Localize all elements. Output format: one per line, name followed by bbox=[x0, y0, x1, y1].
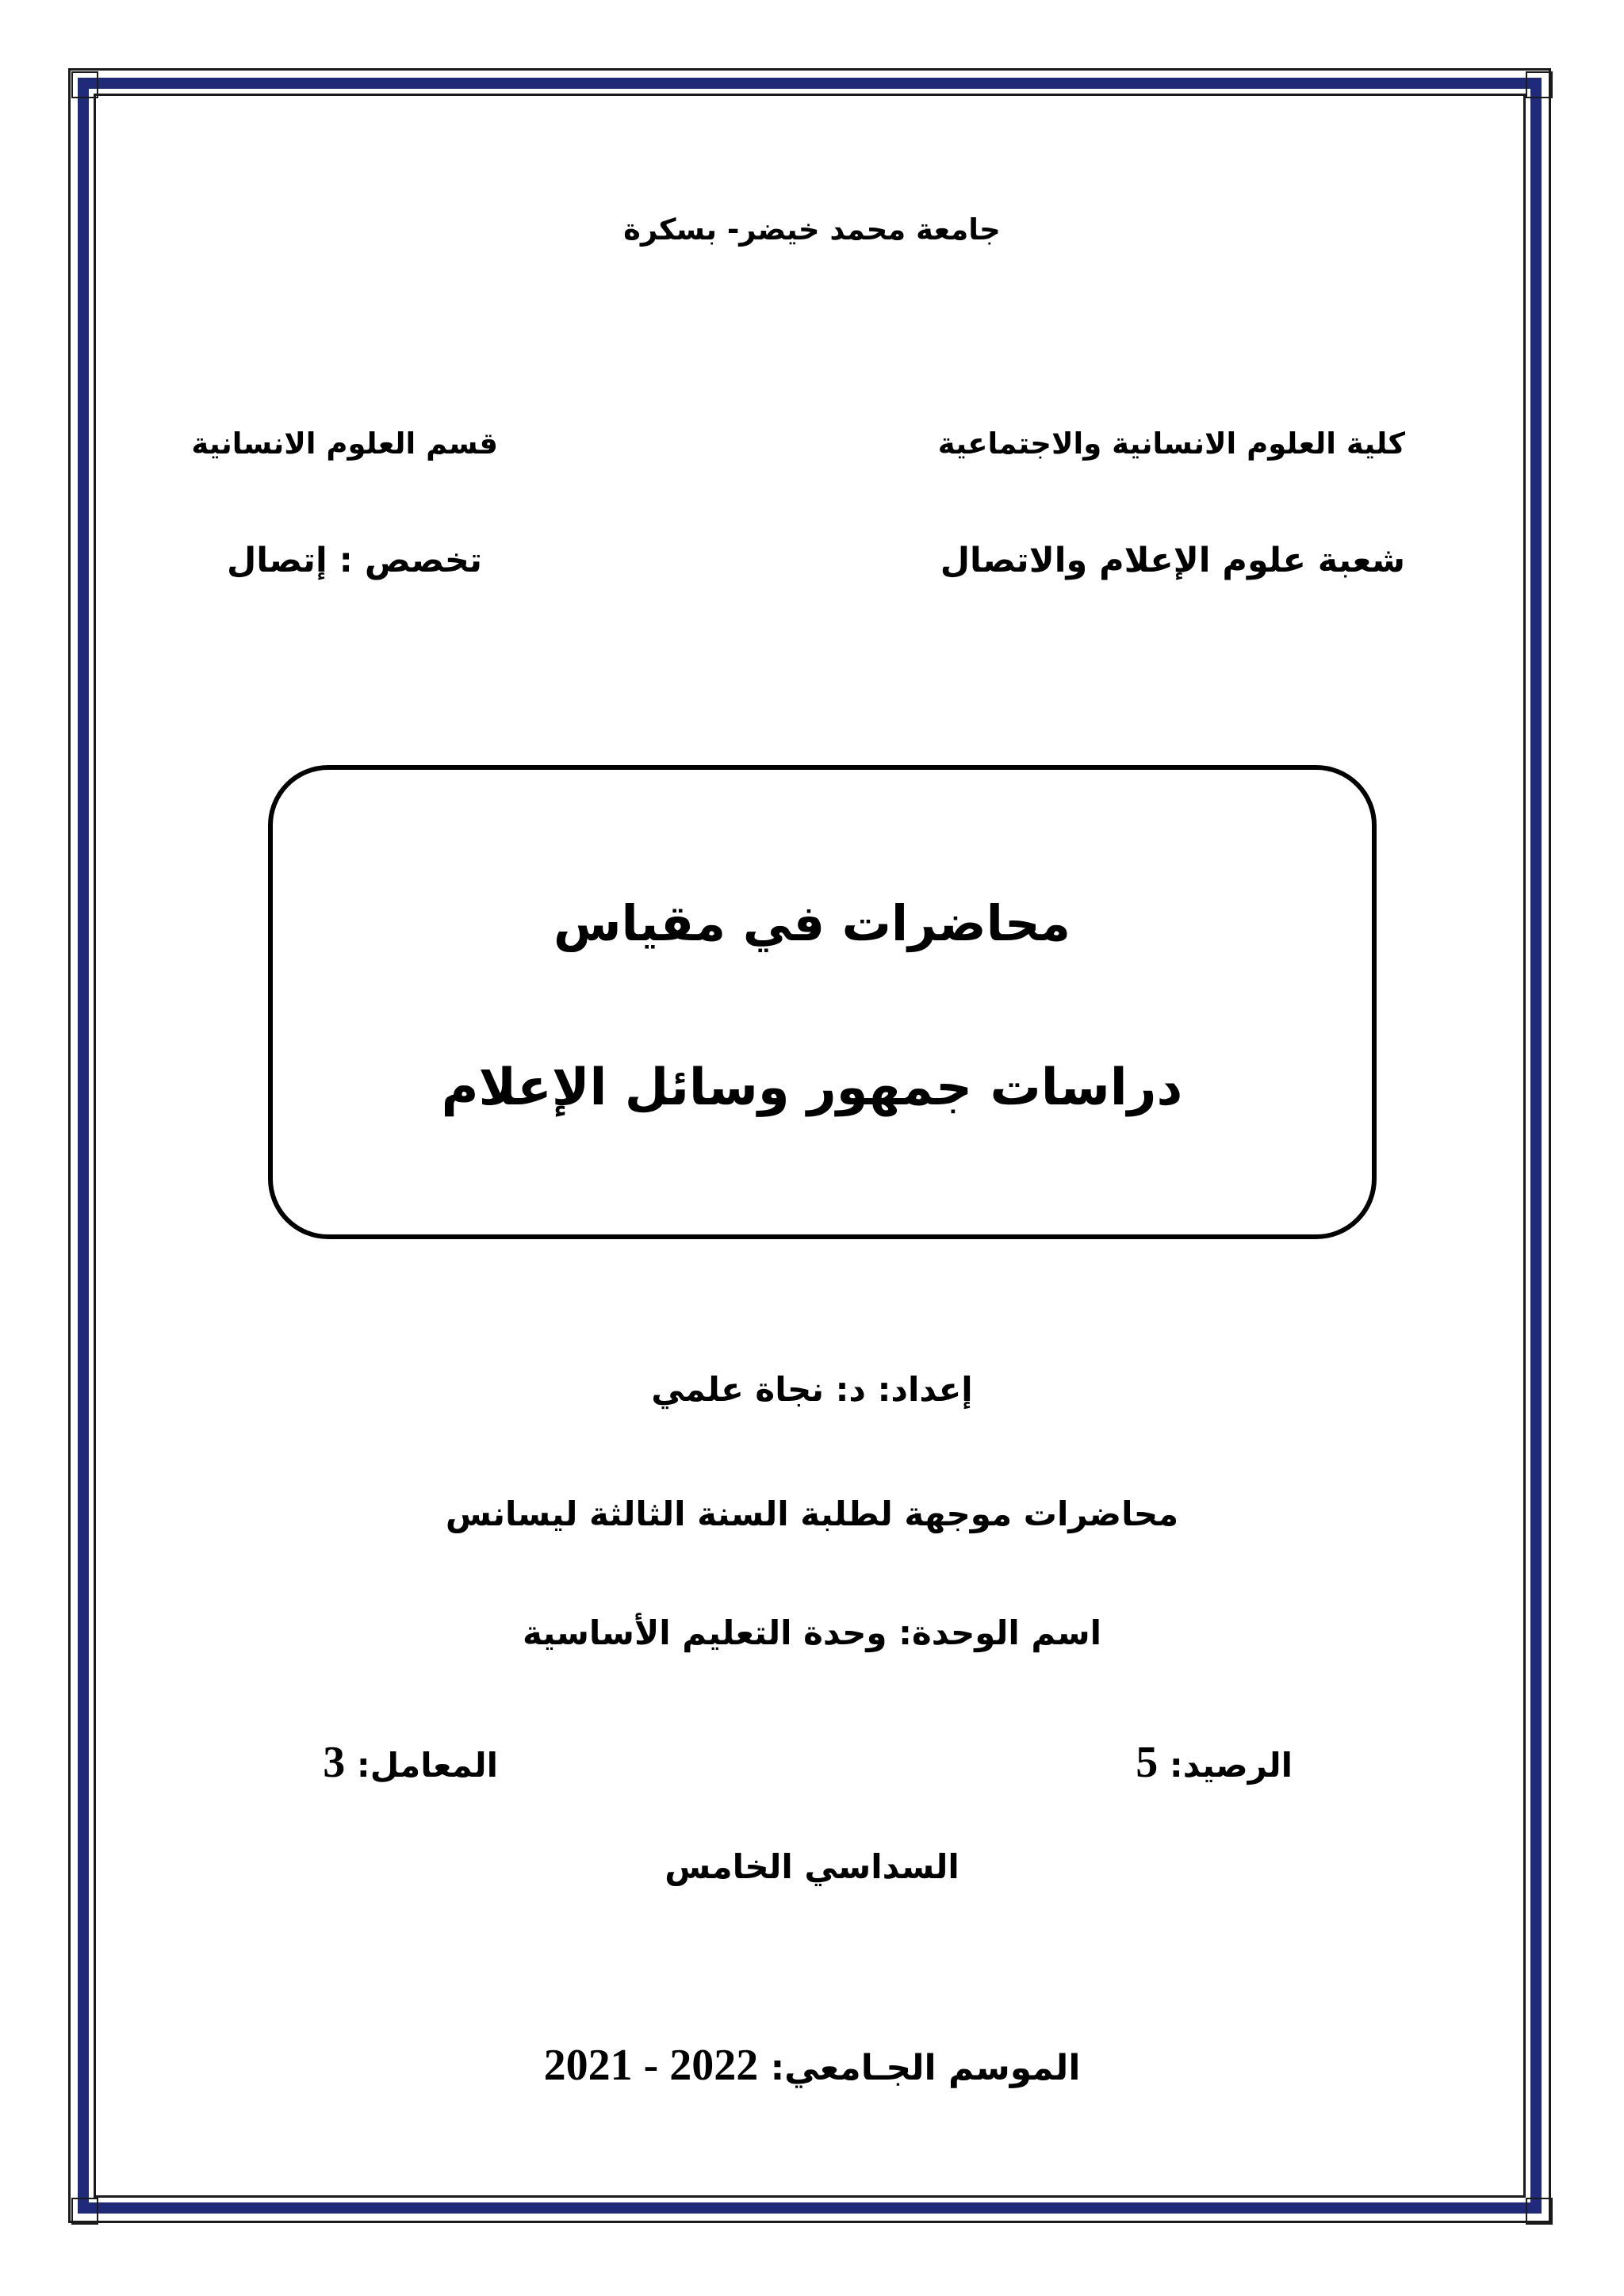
coefficient-label: المعامل: bbox=[356, 1746, 498, 1785]
coefficient bbox=[323, 1736, 498, 1789]
university-name: جامعة محمد خيضر- بسكرة bbox=[623, 212, 1001, 247]
branch-name: شعبة علوم الإعلام والاتصال bbox=[940, 541, 1405, 580]
author: إعداد: د: نجاة علمي bbox=[651, 1370, 973, 1409]
specialty-name: تخصص : إتصال bbox=[226, 541, 482, 580]
academic-season bbox=[0, 2039, 1624, 2092]
faculty-name: كلية العلوم الانسانية والاجتماعية bbox=[937, 427, 1405, 461]
credit bbox=[1136, 1736, 1293, 1789]
credit-value: 5 bbox=[1136, 1738, 1159, 1787]
title-box bbox=[268, 765, 1377, 1239]
coefficient-value: 3 bbox=[323, 1738, 346, 1787]
border-corner-top-left bbox=[71, 71, 98, 98]
border-corner-bottom-right bbox=[1526, 2198, 1553, 2225]
border-corner-top-right bbox=[1526, 71, 1553, 98]
course-title-line2: دراسات جمهور وسائل الإعلام bbox=[441, 1058, 1183, 1117]
credit-label: الرصيد: bbox=[1169, 1746, 1293, 1785]
teaching-unit: اسم الوحدة: وحدة التعليم الأساسية bbox=[522, 1613, 1102, 1652]
season-value: 2021 - 2022 bbox=[543, 2041, 759, 2090]
department-name: قسم العلوم الانسانية bbox=[191, 427, 498, 461]
season-label: الموسم الجـامعي: bbox=[770, 2048, 1081, 2088]
border-corner-bottom-left bbox=[71, 2198, 98, 2225]
semester: السداسي الخامس bbox=[665, 1847, 959, 1886]
audience: محاضرات موجهة لطلبة السنة الثالثة ليسانس bbox=[445, 1494, 1179, 1533]
course-title-line1: محاضرات في مقياس bbox=[553, 894, 1071, 952]
